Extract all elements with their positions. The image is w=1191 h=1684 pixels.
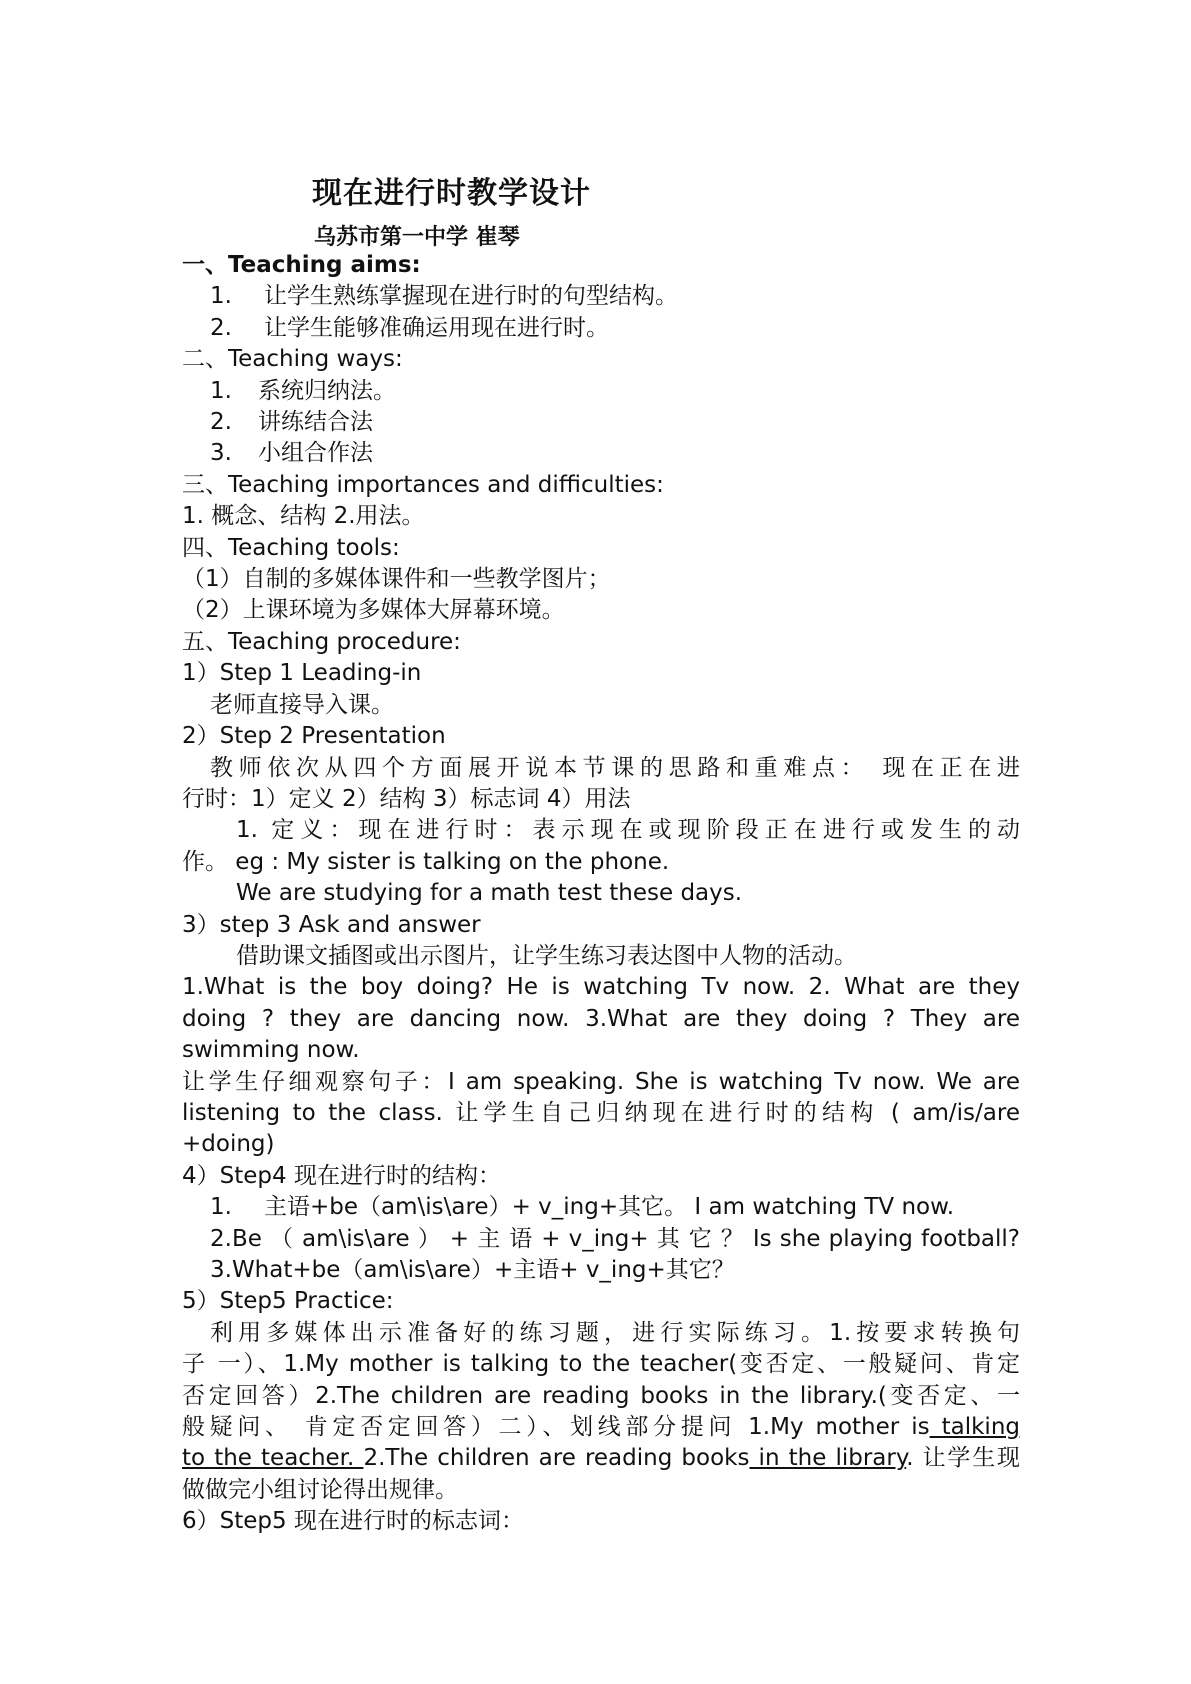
- paragraph-line: 子 一）、1.My mother is talking to the teacher(变否定、一般疑问、肯定: [182, 1351, 1020, 1378]
- list-item: 1. 让学生熟练掌握现在进行时的句型结构。: [210, 283, 678, 310]
- paragraph-line: 教师依次从四个方面展开说本节课的思路和重难点： 现在正在进: [210, 754, 1020, 781]
- document-body: [182, 250, 1020, 1538]
- paragraph-line: We are studying for a math test these days.: [236, 880, 743, 907]
- section-heading-tools: 四、Teaching tools:: [182, 534, 400, 561]
- step-heading: 1）Step 1 Leading-in: [182, 660, 422, 687]
- step-heading: 4）Step4 现在进行时的结构：: [182, 1162, 501, 1189]
- step-heading: 2）Step 2 Presentation: [182, 723, 446, 750]
- list-item: 3. 小组合作法: [210, 440, 373, 467]
- step-heading: 5）Step5 Practice:: [182, 1288, 394, 1315]
- list-item: 2.Be （ am\is\are ） + 主 语 + v_ing+ 其 它 ？ Is she playing football?: [210, 1225, 1020, 1252]
- paragraph-line: 般疑问、 肯定否定回答）二）、划线部分提问 1.My mother is talking: [182, 1414, 1020, 1441]
- section-heading-importances: 三、Teaching importances and difficulties:: [182, 471, 664, 498]
- paragraph-line: +doing): [182, 1131, 275, 1158]
- paragraph-line: listening to the class. 让学生自己归纳现在进行时的结构 ( am/is/are: [182, 1099, 1020, 1126]
- paragraph-line: doing ? they are dancing now. 3.What are they doing ? They are: [182, 1005, 1020, 1032]
- section-heading-ways: 二、Teaching ways:: [182, 346, 403, 373]
- underlined-phrase: talking: [929, 1414, 1020, 1441]
- paragraph-line: 利用多媒体出示准备好的练习题，进行实际练习。1.按要求转换句: [210, 1319, 1020, 1346]
- paragraph-line: 否定回答）2.The children are reading books in the library.(变否定、一: [182, 1382, 1020, 1409]
- paragraph-line: 借助课文插图或出示图片，让学生练习表达图中人物的活动。: [236, 942, 857, 969]
- author-line: 乌苏市第一中学 崔琴: [314, 225, 520, 250]
- underlined-phrase: to the teacher.: [182, 1445, 364, 1472]
- step-heading: 3）step 3 Ask and answer: [182, 911, 481, 938]
- list-item: （2）上课环境为多媒体大屏幕环境。: [182, 597, 565, 624]
- step-heading: 6）Step5 现在进行时的标志词：: [182, 1508, 524, 1535]
- list-item: （1）自制的多媒体课件和一些教学图片；: [182, 566, 611, 593]
- paragraph-line: 1. 概念、结构 2.用法。: [182, 503, 425, 530]
- paragraph-line: to the teacher. 2.The children are reading books in the library. 让学生现: [182, 1445, 1020, 1472]
- paragraph-line: 1.What is the boy doing? He is watching Tv now. 2. What are they: [182, 974, 1020, 1001]
- list-item: 2. 让学生能够准确运用现在进行时。: [210, 314, 609, 341]
- list-item: 1. 系统归纳法。: [210, 377, 396, 404]
- list-item: 1. 主语+be（am\is\are）+ v_ing+其它。 I am watching TV now.: [210, 1194, 955, 1221]
- paragraph-line: 1. 定义：现在进行时：表示现在或现阶段正在进行或发生的动: [236, 817, 1020, 844]
- paragraph-line: 让学生仔细观察句子：I am speaking. She is watching Tv now. We are: [182, 1068, 1020, 1095]
- list-item: 3.What+be（am\is\are）+主语+ v_ing+其它？: [210, 1257, 735, 1283]
- underlined-phrase: in the library: [749, 1445, 907, 1472]
- paragraph-line: 作。 eg : My sister is talking on the phone.: [182, 848, 670, 875]
- paragraph-line: 行时：1）定义 2）结构 3）标志词 4）用法: [182, 785, 631, 812]
- paragraph-line: swimming now.: [182, 1037, 360, 1064]
- list-item: 2. 讲练结合法: [210, 409, 373, 436]
- paragraph-line: 老师直接导入课。: [210, 691, 394, 718]
- paragraph-line: 做做完小组讨论得出规律。: [182, 1476, 458, 1503]
- section-heading-aims: 一、Teaching aims:: [182, 252, 421, 278]
- section-heading-procedure: 五、Teaching procedure:: [182, 628, 461, 655]
- document-title: 现在进行时教学设计: [312, 176, 591, 211]
